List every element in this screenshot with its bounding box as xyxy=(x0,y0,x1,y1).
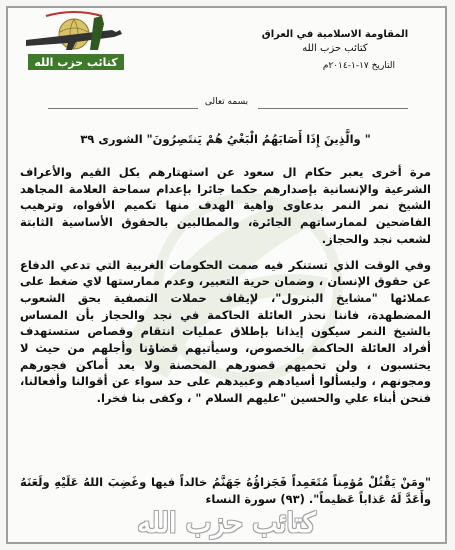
statement-body xyxy=(20,164,431,416)
org-subname: كتائب حزب الله xyxy=(302,43,368,54)
paragraph-2: وفي الوقت الذي تستنكر فيه صمت الحكومات الغربية التي تدعي الدفاع عن حقوق الإنسان ، وضمان حرية التعبير، وعدم ممارستها لاي ضغط على عملائها "مشايخ البترول"، لإيقاف حملات التصفية بحق الشعوب المضطهدة، فاننا نحذر العائلة الحاكمة في نجد والحجاز بأن المساس بالشيخ النمر سيكون إيذانا بإطلاق عمليات انتقام وقصاص ستستهدف أفراد العائلة الحاكمة بالخصوص، وسيأتيهم قضاؤنا وأجلهم من حيث لا يحتسبون ، ولن تحميهم قصورهم المحصنة ولا بعد أماكن فجورهم ومجونهم ، وليسألوا أسيادهم وعبيدهم على حد سواء عن أقوالنا وأفعالنا، فنحن أبناء علي والحسين "عليهم السلام " ، وكفى بنا فخرا. xyxy=(20,257,431,406)
paragraph-1: مرة أخرى يعبر حكام ال سعود عن استهتارهم بكل القيم والأعراف الشرعية والإنسانية بإصدارهم حكما جائرا بإعدام سماحة العلامة المجاهد الشيخ نمر النمر بدعاوى واهية الهدف منها تكميم الأفواه، وترهيب الفاضحين لممارساتهم الجائرة، والمطالبين بالحقوق الأساسية الثابتة لشعب نجد والحجاز. xyxy=(20,165,431,246)
organization-header xyxy=(235,28,435,73)
date-value: ١٧-١-٢٠١٤م xyxy=(322,61,369,71)
footer-logo-text: كتائب حزب الله xyxy=(137,508,316,539)
logo-caption: كتائب حزب الله xyxy=(34,56,118,69)
bismillah: بسمه تعالى xyxy=(204,97,249,107)
divider-right xyxy=(258,108,408,109)
org-name: المقاومة الاسلامية في العراق xyxy=(261,29,409,40)
statement-page xyxy=(6,6,447,544)
kataib-hezbollah-logo-icon xyxy=(16,10,136,72)
divider-left xyxy=(48,108,198,109)
date-label: التاريخ xyxy=(371,61,395,71)
opening-verse: " والَّذِينَ إِذَا أَصَابَهُمُ الْبَغْيُ هُمْ يَنتَصِرُونَ" الشورى ٣٩ xyxy=(80,132,371,146)
date-line xyxy=(235,59,435,73)
closing-verse: "ومَنْ يَقْتُلْ مُؤمِناً مُتَعَمِداً فَجَزاؤُهُ جَهَنَّمُ خالداً فيها وغَضِبَ اللهُ عَلَيْهِ ولَعَنَهُ وأَعَدَّ لَهُ عَذاباً عَظيماً". (٩٣) سورة النساء xyxy=(20,475,431,506)
